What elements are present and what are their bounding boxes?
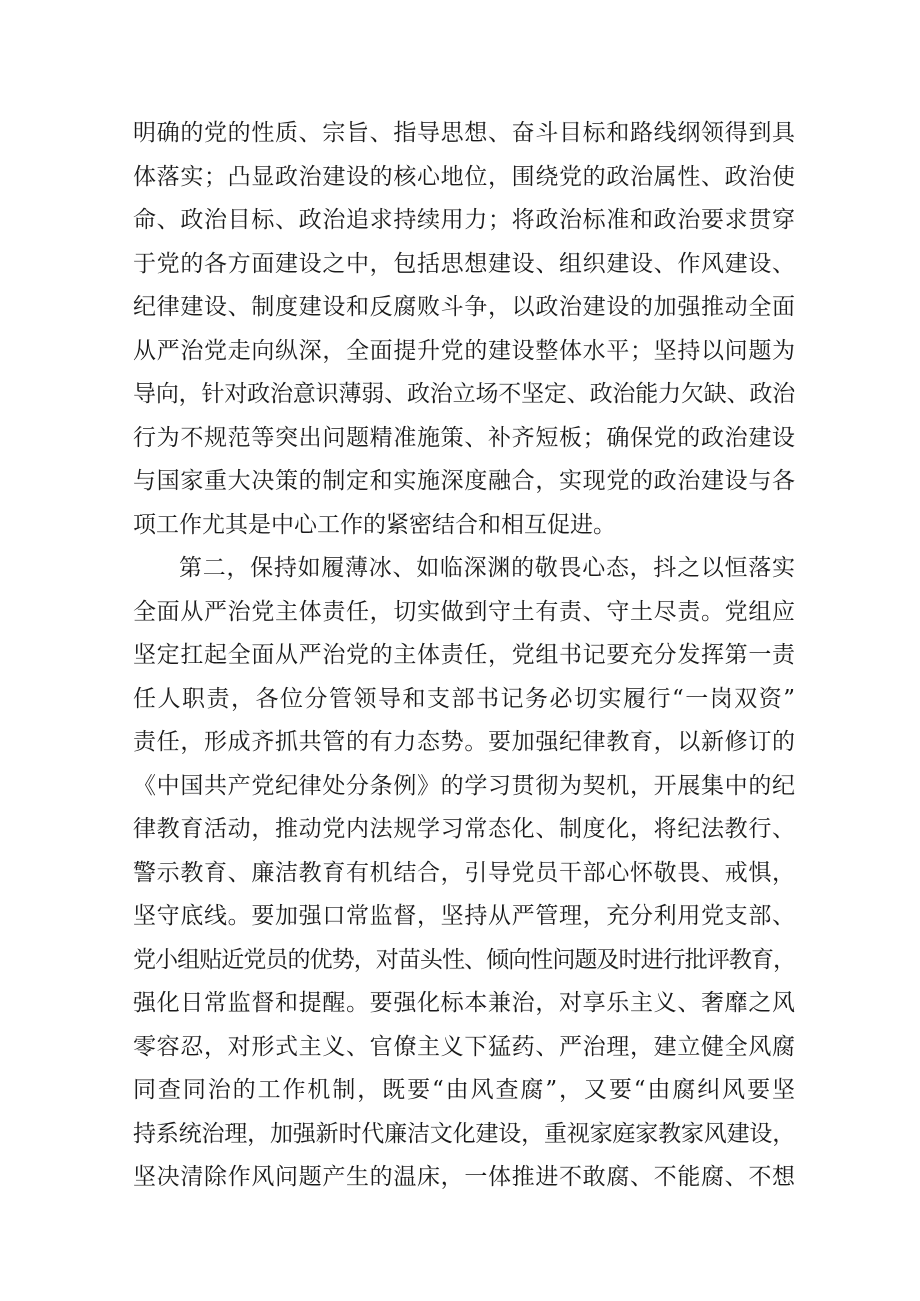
text-line: 《中国共产党纪律处分条例》的学习贯彻为契机，开展集中的纪 [133, 772, 795, 799]
text-line: 明确的党的性质、宗旨、指导思想、奋斗目标和路线纲领得到具 [133, 120, 795, 146]
text-line: 从严治党走向纵深，全面提升党的建设整体水平；坚持以问题为 [133, 337, 795, 364]
paragraph-start-line: 第二，保持如履薄冰、如临深渊的敬畏心态，抖之以恒落实 [179, 555, 795, 581]
text-line: 强化日常监督和提醒。要强化标本兼治，对享乐主义、奢靡之风 [133, 990, 795, 1016]
text-line: 体落实；凸显政治建设的核心地位，围绕党的政治属性、政治使 [133, 163, 795, 190]
text-line: 纪律建设、制度建设和反腐败斗争，以政治建设的加强推动全面 [133, 294, 795, 320]
text-line: 责任，形成齐抓共管的有力态势。要加强纪律教育，以新修订的 [133, 729, 795, 755]
body-text [133, 112, 795, 1200]
text-line: 行为不规范等突出问题精准施策、补齐短板；确保党的政治建设 [133, 424, 795, 451]
text-line: 导向，针对政治意识薄弱、政治立场不坚定、政治能力欠缺、政治 [133, 381, 796, 407]
text-line: 律教育活动，推动党内法规学习常态化、制度化，将纪法教行、 [133, 816, 795, 842]
text-line: 命、政治目标、政治追求持续用力；将政治标准和政治要求贯穿 [133, 207, 795, 233]
text-line: 持系统治理，加强新时代廉洁文化建设，重视家庭家教家风建设， [133, 1120, 796, 1147]
text-line: 同查同治的工作机制，既要“由风查腐”，又要“由腐纠风要坚 [133, 1077, 795, 1103]
text-line: 全面从严治党主体责任，切实做到守土有责、守土尽责。党组应 [133, 598, 795, 625]
text-line: 与国家重大决策的制定和实施深度融合，实现党的政治建设与各 [133, 468, 795, 494]
text-line: 坚定扛起全面从严治党的主体责任，党组书记要充分发挥第一责 [133, 642, 795, 668]
text-line: 任人职责，各位分管领导和支部书记务必切实履行“一岗双资” [133, 685, 795, 712]
paragraph-end-line: 项工作尤其是中心工作的紧密结合和相互促进。 [133, 511, 616, 538]
text-line: 党小组贴近党员的优势，对苗头性、倾向性问题及时进行批评教育， [133, 946, 796, 973]
text-line: 警示教育、廉洁教育有机结合，引导党员干部心怀敬畏、戒惧， [133, 859, 795, 886]
text-line: 坚守底线。要加强口常监督，坚持从严管理，充分利用党支部、 [133, 903, 795, 929]
text-line: 于党的各方面建设之中，包括思想建设、组织建设、作风建设、 [133, 250, 795, 277]
text-line: 坚决清除作风问题产生的温床，一体推进不敢腐、不能腐、不想 [133, 1164, 795, 1190]
text-line: 零容忍，对形式主义、官僚主义下猛药、严治理，建立健全风腐 [133, 1033, 795, 1060]
